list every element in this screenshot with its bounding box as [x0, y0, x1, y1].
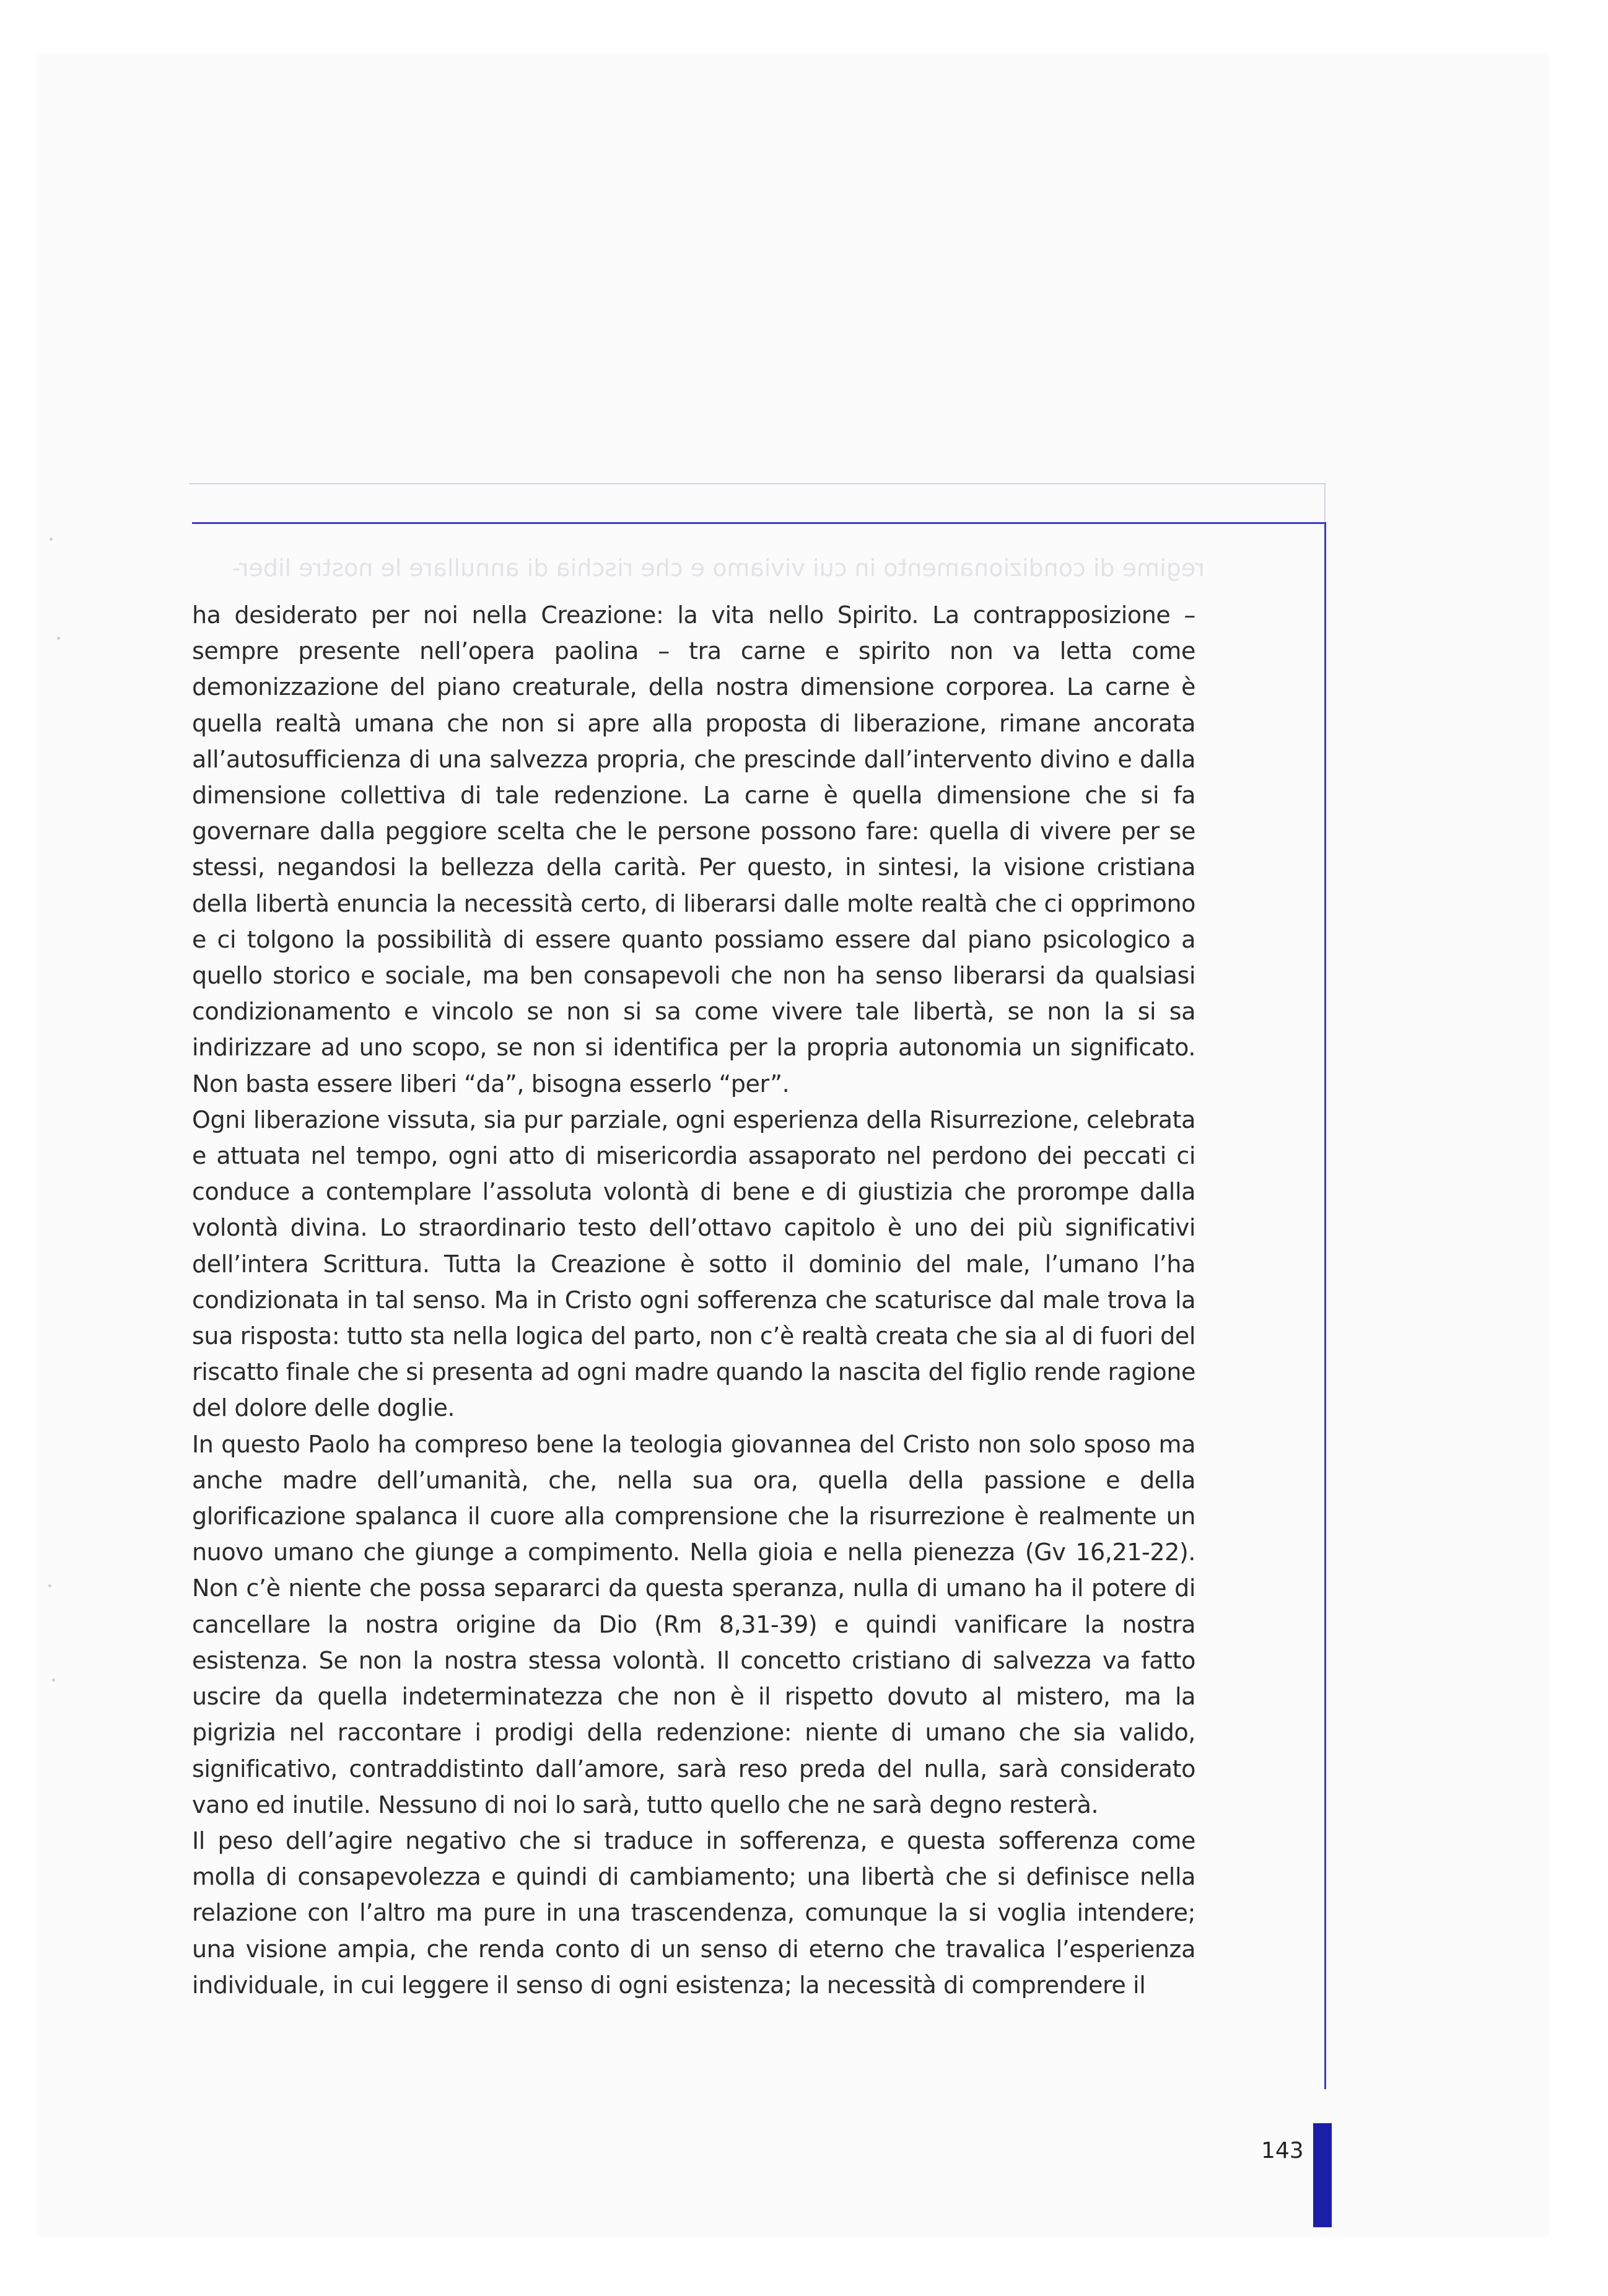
- paragraph: Ogni liberazione vissuta, sia pur parziale, ogni esperienza della Risurrezione, celebrata e attuata nel tempo, ogni atto di misericordia assaporato nel perdono dei peccati ci conduce a contemplare l’assoluta volontà di bene e di giustizia che prorompe dalla volontà divina. Lo straordinario testo dell’ottavo capitolo è uno dei più significativi dell’intera Scrittura. Tutta la Creazione è sotto il dominio del male, l’umano l’ha condizionata in tal senso. Ma in Cristo ogni sofferenza che scaturisce dal male trova la sua risposta: tutto sta nella logica del parto, non c’è realtà creata che sia al di fuori del riscatto finale che si presenta ad ogni madre quando la nascita del figlio rende ragione del dolore delle doglie.: [192, 1106, 1195, 1422]
- punch-mark: [48, 1584, 51, 1587]
- margin-rule: [1324, 522, 1326, 2089]
- paragraph: In questo Paolo ha compreso bene la teologia giovannea del Cristo non solo sposo ma anche madre dell’umanità, che, nella sua ora, quella della passione e della glorificazione spalanca il cuore alla comprensione che la risurrezione è realmente un nuovo umano che giunge a compimento. Nella gioia e nella pienezza (Gv 16,21-22). Non c’è niente che possa separarci da questa speranza, nulla di umano ha il potere di cancellare la nostra origine da Dio (Rm 8,31-39) e quindi vanificare la nostra esistenza. Se non la nostra stessa volontà. Il concetto cristiano di salvezza va fatto uscire da quella indeterminatezza che non è il rispetto dovuto al mistero, ma la pigrizia nel raccontare i prodigi della redenzione: niente di umano che sia valido, significativo, contraddistinto dall’amore, sarà reso preda del nulla, sarà considerato vano ed inutile. Nessuno di noi lo sarà, tutto quello che ne sarà degno resterà.: [192, 1430, 1195, 1818]
- bleed-through-text: regime di condizionamento in cui viviamo e che rischia di annullare le nostre liber-: [232, 554, 1205, 582]
- punch-mark: [57, 637, 60, 640]
- page-number: 143: [1261, 2138, 1304, 2163]
- page-tab-marker: [1313, 2123, 1332, 2227]
- paragraph: Il peso dell’agire negativo che si traduce in sofferenza, e questa sofferenza come molla di consapevolezza e quindi di cambiamento; una libertà che si definisce nella relazione con l’altro ma pure in una trascendenza, comunque la si voglia intendere; una visione ampia, che renda conto di un senso di eterno che travalica l’esperienza individuale, in cui leggere il senso di ogni esistenza; la necessità di comprendere il: [192, 1827, 1195, 1999]
- frame-top-thin-line: [189, 483, 1326, 484]
- paragraph: ha desiderato per noi nella Creazione: la vita nello Spirito. La contrapposizione – sempre presente nell’opera paolina – tra carne e spirito non va letta come demonizzazione del piano creaturale, della nostra dimensione corporea. La carne è quella realtà umana che non si apre alla proposta di liberazione, rimane ancorata all’autosufficienza di una salvezza propria, che prescinde dall’intervento divino e dalla dimensione collettiva di tale redenzione. La carne è quella dimensione che si fa governare dalla peggiore scelta che le persone possono fare: quella di vivere per se stessi, negandosi la bellezza della carità. Per questo, in sintesi, la visione cristiana della libertà enuncia la necessità certo, di liberarsi dalle molte realtà che ci opprimono e ci tolgono la possibilità di essere quanto possiamo essere dal piano psicologico a quello storico e sociale, ma ben consapevoli che non ha senso liberarsi da qualsiasi condizionamento e vincolo se non si sa come vivere tale libertà, se non la si sa indirizzare ad uno scopo, se non si identifica per la propria autonomia un significato. Non basta essere liberi “da”, bisogna esserlo “per”.: [192, 601, 1195, 1098]
- punch-mark: [50, 538, 53, 541]
- body-text: [192, 597, 1195, 2003]
- header-rule: [192, 522, 1326, 524]
- punch-mark: [52, 1678, 55, 1682]
